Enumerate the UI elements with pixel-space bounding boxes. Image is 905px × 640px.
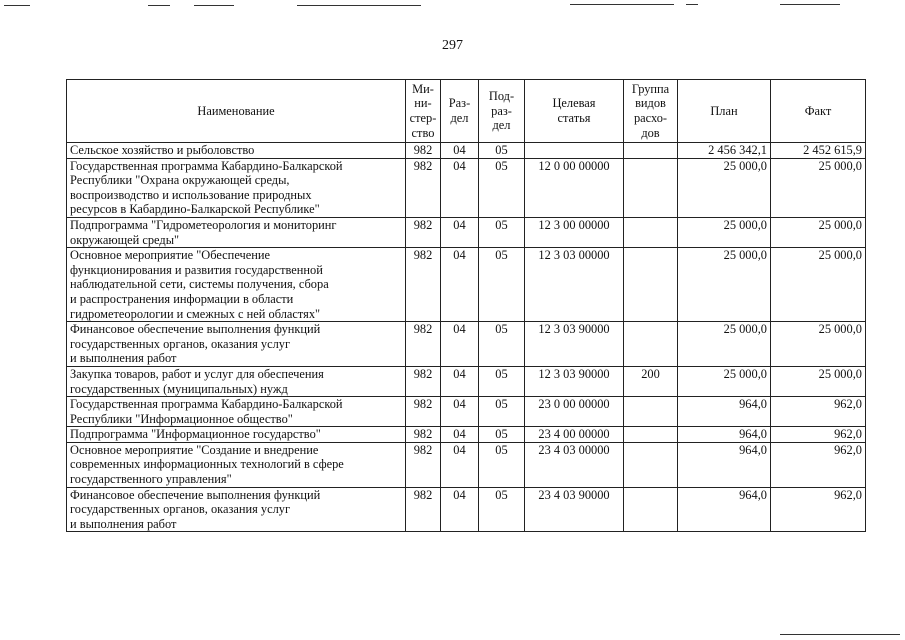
cell-expense-group: 200 [624, 366, 678, 396]
cell-expense-group [624, 217, 678, 247]
cell-name-line: функционирования и развития государственной [70, 262, 323, 277]
cell-section: 04 [441, 143, 479, 159]
cell-subsection: 05 [479, 397, 525, 427]
cell-name-line: гидрометеорологии и смежных с ней областях" [70, 306, 321, 321]
cell-ministry: 982 [406, 158, 441, 217]
header-ministry: Ми- ни- стер- ство [406, 80, 441, 143]
cell-plan: 25 000,0 [678, 158, 771, 217]
cell-expense-group [624, 322, 678, 367]
table-row [67, 322, 866, 367]
cell-target-article: 23 4 03 90000 [525, 487, 624, 532]
cell-expense-group [624, 158, 678, 217]
header-plan: План [678, 80, 771, 143]
cell-target-article: 12 0 00 00000 [525, 158, 624, 217]
cell-target-article: 12 3 03 90000 [525, 366, 624, 396]
table-row [67, 217, 866, 247]
header-fact: Факт [771, 80, 866, 143]
cell-plan: 964,0 [678, 487, 771, 532]
cell-section: 04 [441, 442, 479, 487]
cell-name-line: Республики "Охрана окружающей среды, [70, 173, 290, 188]
cell-target-article: 12 3 00 00000 [525, 217, 624, 247]
cell-expense-group [624, 427, 678, 443]
cell-target-article [525, 143, 624, 159]
page-number: 297 [442, 38, 463, 53]
scan-artifact-line [570, 4, 674, 5]
cell-subsection: 05 [479, 158, 525, 217]
cell-target-article: 23 4 03 00000 [525, 442, 624, 487]
table-row [67, 487, 866, 532]
cell-expense-group [624, 397, 678, 427]
cell-subsection: 05 [479, 442, 525, 487]
cell-subsection: 05 [479, 248, 525, 322]
cell-name-line: Финансовое обеспечение выполнения функций [70, 487, 321, 502]
cell-name [67, 322, 406, 367]
scan-artifact-line [148, 5, 170, 6]
table-row [67, 427, 866, 443]
header-section: Раз- дел [441, 80, 479, 143]
cell-section: 04 [441, 217, 479, 247]
scan-artifact-line [4, 5, 30, 6]
cell-name [67, 427, 406, 443]
header-target-article: Целевая статья [525, 80, 624, 143]
cell-ministry: 982 [406, 366, 441, 396]
cell-target-article: 23 4 00 00000 [525, 427, 624, 443]
cell-fact: 25 000,0 [771, 248, 866, 322]
cell-plan: 25 000,0 [678, 217, 771, 247]
cell-name-line: Финансовое обеспечение выполнения функций [70, 322, 321, 337]
cell-name-line: окружающей среды" [70, 232, 180, 247]
cell-section: 04 [441, 397, 479, 427]
cell-name-line: ресурсов в Кабардино-Балкарской Республике" [70, 202, 320, 217]
cell-name-line: государственного управления" [70, 472, 232, 487]
cell-name-line: воспроизводство и использование природных [70, 187, 312, 202]
table-row [67, 248, 866, 322]
table-row [67, 158, 866, 217]
header-expense-group: Группа видов расхо- дов [624, 80, 678, 143]
cell-name-line: Республики "Информационное общество" [70, 411, 293, 426]
cell-subsection: 05 [479, 143, 525, 159]
cell-section: 04 [441, 322, 479, 367]
cell-section: 04 [441, 366, 479, 396]
cell-expense-group [624, 143, 678, 159]
cell-ministry: 982 [406, 487, 441, 532]
budget-table [66, 79, 866, 532]
cell-name [67, 158, 406, 217]
cell-name-line: Основное мероприятие "Создание и внедрение [70, 442, 319, 457]
cell-name [67, 397, 406, 427]
cell-name-line: Государственная программа Кабардино-Балкарской [70, 158, 343, 173]
cell-fact: 25 000,0 [771, 366, 866, 396]
cell-name [67, 248, 406, 322]
cell-section: 04 [441, 427, 479, 443]
scan-artifact-line [780, 634, 900, 635]
cell-fact: 962,0 [771, 427, 866, 443]
cell-plan: 964,0 [678, 397, 771, 427]
cell-fact: 962,0 [771, 487, 866, 532]
cell-fact: 25 000,0 [771, 217, 866, 247]
cell-plan: 964,0 [678, 427, 771, 443]
cell-ministry: 982 [406, 248, 441, 322]
cell-section: 04 [441, 487, 479, 532]
cell-name-line: Подпрограмма "Гидрометеорология и мониторинг [70, 217, 337, 232]
scan-artifact-line [780, 4, 840, 5]
cell-name-line: государственных органов, оказания услуг [70, 502, 291, 517]
cell-name [67, 217, 406, 247]
cell-target-article: 23 0 00 00000 [525, 397, 624, 427]
cell-plan: 25 000,0 [678, 366, 771, 396]
cell-fact: 2 452 615,9 [771, 143, 866, 159]
cell-plan: 2 456 342,1 [678, 143, 771, 159]
cell-name [67, 487, 406, 532]
cell-name-line: Подпрограмма "Информационное государство" [70, 427, 321, 442]
cell-name-line: государственных (муниципальных) нужд [70, 381, 288, 396]
cell-subsection: 05 [479, 427, 525, 443]
cell-name-line: и распространения информации в области [70, 291, 294, 306]
scan-artifact-line [297, 5, 421, 6]
cell-ministry: 982 [406, 217, 441, 247]
table-row [67, 143, 866, 159]
table-header-row [67, 80, 866, 143]
cell-name-line: наблюдательной сети, системы получения, сбора [70, 277, 329, 292]
cell-ministry: 982 [406, 397, 441, 427]
cell-fact: 962,0 [771, 397, 866, 427]
cell-expense-group [624, 248, 678, 322]
cell-subsection: 05 [479, 217, 525, 247]
cell-name-line: современных информационных технологий в сфере [70, 457, 344, 472]
cell-ministry: 982 [406, 322, 441, 367]
cell-name-line: государственных органов, оказания услуг [70, 336, 291, 351]
cell-ministry: 982 [406, 427, 441, 443]
cell-fact: 962,0 [771, 442, 866, 487]
cell-name [67, 366, 406, 396]
scan-artifact-line [686, 4, 698, 5]
cell-section: 04 [441, 248, 479, 322]
header-subsection: Под- раз- дел [479, 80, 525, 143]
cell-name-line: и выполнения работ [70, 516, 177, 531]
cell-name-line: Сельское хозяйство и рыболовство [70, 143, 255, 157]
cell-expense-group [624, 487, 678, 532]
cell-plan: 964,0 [678, 442, 771, 487]
cell-subsection: 05 [479, 322, 525, 367]
cell-name-line: Государственная программа Кабардино-Балкарской [70, 397, 343, 412]
cell-name [67, 143, 406, 159]
cell-target-article: 12 3 03 00000 [525, 248, 624, 322]
cell-ministry: 982 [406, 442, 441, 487]
table-row [67, 397, 866, 427]
cell-subsection: 05 [479, 366, 525, 396]
cell-target-article: 12 3 03 90000 [525, 322, 624, 367]
cell-subsection: 05 [479, 487, 525, 532]
cell-name-line: Основное мероприятие "Обеспечение [70, 248, 270, 263]
cell-ministry: 982 [406, 143, 441, 159]
cell-fact: 25 000,0 [771, 322, 866, 367]
cell-expense-group [624, 442, 678, 487]
table-row [67, 366, 866, 396]
scan-artifact-line [194, 5, 234, 6]
cell-plan: 25 000,0 [678, 248, 771, 322]
header-name: Наименование [67, 80, 406, 143]
cell-plan: 25 000,0 [678, 322, 771, 367]
cell-fact: 25 000,0 [771, 158, 866, 217]
cell-name [67, 442, 406, 487]
table-row [67, 442, 866, 487]
cell-name-line: и выполнения работ [70, 351, 177, 366]
cell-name-line: Закупка товаров, работ и услуг для обеспечения [70, 366, 324, 381]
cell-section: 04 [441, 158, 479, 217]
